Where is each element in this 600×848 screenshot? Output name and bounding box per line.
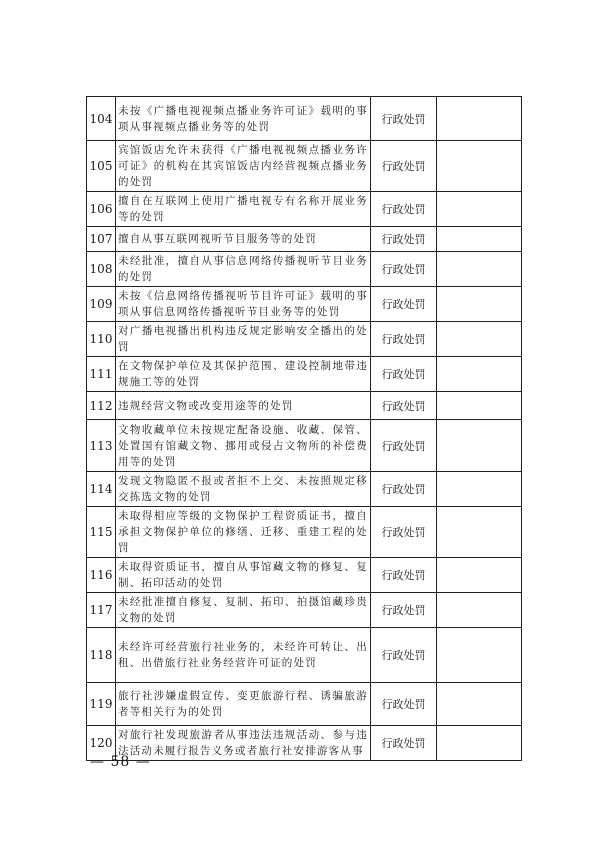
table-row <box>87 287 522 322</box>
note-cell <box>437 322 522 357</box>
row-number-cell: 119 <box>87 683 116 726</box>
note-cell <box>437 141 522 192</box>
item-name-cell: 擅自从事互联网视听节目服务等的处罚 <box>116 227 371 252</box>
table-row <box>87 726 522 761</box>
item-type-cell: 行政处罚 <box>371 683 437 726</box>
item-name-cell: 未经批准擅自修复、复制、拓印、拍摄馆藏珍贵文物的处罚 <box>116 593 371 628</box>
row-number-cell: 106 <box>87 192 116 227</box>
item-type-cell: 行政处罚 <box>371 287 437 322</box>
row-number-cell: 116 <box>87 558 116 593</box>
table-row <box>87 322 522 357</box>
note-cell <box>437 472 522 507</box>
table-row <box>87 141 522 192</box>
item-type-cell: 行政处罚 <box>371 141 437 192</box>
table-row <box>87 252 522 287</box>
note-cell <box>437 683 522 726</box>
item-name-cell: 未取得相应等级的文物保护工程资质证书，擅自承担文物保护单位的修缮、迁移、重建工程的处罚 <box>116 507 371 558</box>
item-type-cell: 行政处罚 <box>371 507 437 558</box>
item-type-cell: 行政处罚 <box>371 252 437 287</box>
table-row <box>87 683 522 726</box>
note-cell <box>437 558 522 593</box>
item-name-cell: 未经批准，擅自从事信息网络传播视听节目业务的处罚 <box>116 252 371 287</box>
row-number-cell: 104 <box>87 97 116 141</box>
row-number-cell: 115 <box>87 507 116 558</box>
item-type-cell: 行政处罚 <box>371 192 437 227</box>
table-row <box>87 593 522 628</box>
item-type-cell: 行政处罚 <box>371 558 437 593</box>
item-name-cell: 未按《广播电视视频点播业务许可证》载明的事项从事视频点播业务等的处罚 <box>116 97 371 141</box>
item-type-cell: 行政处罚 <box>371 628 437 683</box>
item-type-cell: 行政处罚 <box>371 593 437 628</box>
item-name-cell: 对广播电视播出机构违反规定影响安全播出的处罚 <box>116 322 371 357</box>
note-cell <box>437 392 522 420</box>
item-name-cell: 擅自在互联网上使用广播电视专有名称开展业务等的处罚 <box>116 192 371 227</box>
table-row <box>87 628 522 683</box>
note-cell <box>437 227 522 252</box>
item-name-cell: 文物收藏单位未按规定配备设施、收藏、保管、处置国有馆藏文物、挪用或侵占文物所的补偿费用等的处罚 <box>116 420 371 472</box>
table-row <box>87 392 522 420</box>
row-number-cell: 107 <box>87 227 116 252</box>
row-number-cell: 111 <box>87 357 116 392</box>
note-cell <box>437 97 522 141</box>
table-body <box>87 97 522 761</box>
item-name-cell: 在文物保护单位及其保护范围、建设控制地带违规施工等的处罚 <box>116 357 371 392</box>
row-number-cell: 105 <box>87 141 116 192</box>
item-name-cell: 宾馆饭店允许未获得《广播电视视频点播业务许可证》的机构在其宾馆饭店内经营视频点播业务的处罚 <box>116 141 371 192</box>
note-cell <box>437 628 522 683</box>
table-row <box>87 192 522 227</box>
item-type-cell: 行政处罚 <box>371 472 437 507</box>
table-row <box>87 558 522 593</box>
item-type-cell: 行政处罚 <box>371 357 437 392</box>
note-cell <box>437 357 522 392</box>
table-row <box>87 507 522 558</box>
row-number-cell: 120 <box>87 726 116 761</box>
note-cell <box>437 593 522 628</box>
item-name-cell: 发现文物隐匿不报或者拒不上交、未按照规定移交拣选文物的处罚 <box>116 472 371 507</box>
note-cell <box>437 507 522 558</box>
table-row <box>87 227 522 252</box>
table-row <box>87 97 522 141</box>
row-number-cell: 117 <box>87 593 116 628</box>
table-row <box>87 420 522 472</box>
item-name-cell: 旅行社涉嫌虚假宣传、变更旅游行程、诱骗旅游者等相关行为的处罚 <box>116 683 371 726</box>
item-name-cell: 未取得资质证书，擅自从事馆藏文物的修复、复制、拓印活动的处罚 <box>116 558 371 593</box>
row-number-cell: 114 <box>87 472 116 507</box>
item-name-cell: 未经许可经营旅行社业务的，未经许可转让、出租、出借旅行社业务经营许可证的处罚 <box>116 628 371 683</box>
item-type-cell: 行政处罚 <box>371 726 437 761</box>
row-number-cell: 113 <box>87 420 116 472</box>
item-name-cell: 未按《信息网络传播视听节目许可证》载明的事项从事信息网络传播视听节目业务等的处罚 <box>116 287 371 322</box>
note-cell <box>437 420 522 472</box>
item-type-cell: 行政处罚 <box>371 227 437 252</box>
item-name-cell: 违规经营文物或改变用途等的处罚 <box>116 392 371 420</box>
note-cell <box>437 726 522 761</box>
row-number-cell: 118 <box>87 628 116 683</box>
note-cell <box>437 252 522 287</box>
item-type-cell: 行政处罚 <box>371 97 437 141</box>
item-type-cell: 行政处罚 <box>371 420 437 472</box>
item-type-cell: 行政处罚 <box>371 322 437 357</box>
page-number: — 58 — <box>90 754 151 770</box>
authority-list-table <box>86 96 522 761</box>
row-number-cell: 109 <box>87 287 116 322</box>
item-type-cell: 行政处罚 <box>371 392 437 420</box>
note-cell <box>437 287 522 322</box>
table-row <box>87 472 522 507</box>
note-cell <box>437 192 522 227</box>
item-name-cell: 对旅行社发现旅游者从事违法违规活动、参与违法活动未履行报告义务或者旅行社安排游客从事 <box>116 726 371 761</box>
row-number-cell: 108 <box>87 252 116 287</box>
row-number-cell: 110 <box>87 322 116 357</box>
table-row <box>87 357 522 392</box>
row-number-cell: 112 <box>87 392 116 420</box>
